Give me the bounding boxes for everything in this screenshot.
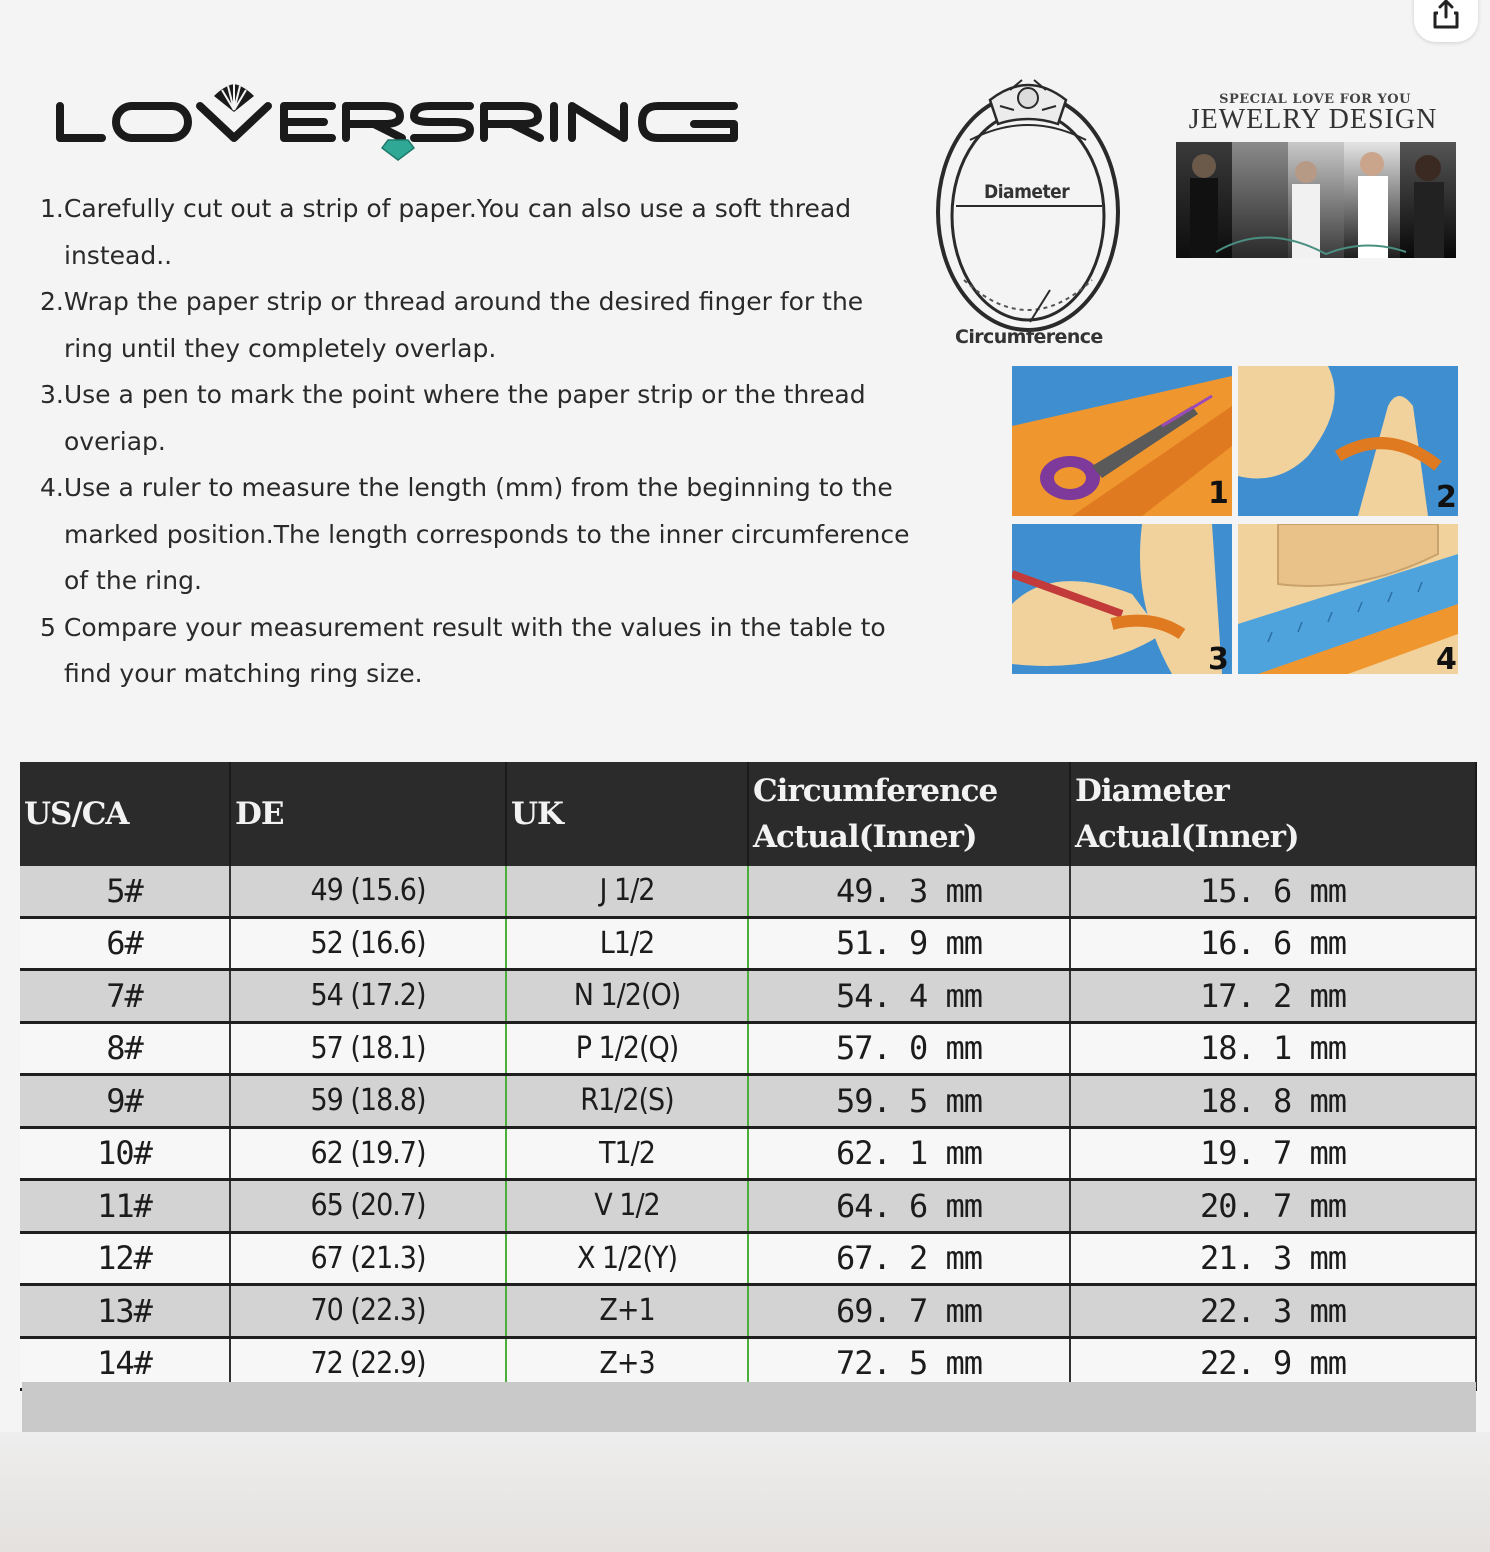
table-row [20,1022,1476,1075]
cell-diameter: 21. 3 mm [1070,1232,1476,1285]
share-button[interactable] [1414,0,1478,42]
step-panel-1: 1 [1012,366,1232,516]
cell-de-size: 65 (20.7) [230,1180,506,1233]
cell-diameter: 22. 3 mm [1070,1285,1476,1338]
table-row [20,970,1476,1023]
table-row [20,866,1476,917]
cell-uk-size: L1/2 [506,917,748,970]
diameter-label: Diameter [984,181,1070,203]
table-row [20,1127,1476,1180]
header-us-ca: US/CA [20,762,230,866]
cell-de-size: 72 (22.9) [230,1337,506,1390]
cell-circumference: 57. 0 mm [748,1022,1070,1075]
brand-tagline-big: JEWELRY DESIGN [1188,104,1438,135]
cell-uk-size: J 1/2 [506,866,748,917]
cell-us-size: 13# [20,1285,230,1338]
cell-us-size: 11# [20,1180,230,1233]
cell-de-size: 70 (22.3) [230,1285,506,1338]
cell-circumference: 69. 7 mm [748,1285,1070,1338]
ring-icon [930,70,1130,360]
cell-de-size: 67 (21.3) [230,1232,506,1285]
cell-de-size: 52 (16.6) [230,917,506,970]
cell-us-size: 10# [20,1127,230,1180]
cell-uk-size: R1/2(S) [506,1075,748,1128]
cell-diameter: 22. 9 mm [1070,1337,1476,1390]
brand-logo [54,78,754,168]
table-header-row [20,762,1476,866]
step-panel-2: 2 [1238,366,1458,516]
cell-circumference: 51. 9 mm [748,917,1070,970]
model-photo-strip [1176,142,1456,258]
photo-silhouettes [1176,142,1456,258]
cell-diameter: 17. 2 mm [1070,970,1476,1023]
cell-us-size: 5# [20,866,230,917]
cell-uk-size: P 1/2(Q) [506,1022,748,1075]
cell-circumference: 62. 1 mm [748,1127,1070,1180]
share-icon [1429,0,1463,31]
circumference-label: Circumference [955,326,1103,348]
cell-uk-size: Z+1 [506,1285,748,1338]
table-row [20,1180,1476,1233]
cell-circumference: 67. 2 mm [748,1232,1070,1285]
cell-de-size: 49 (15.6) [230,866,506,917]
cell-circumference: 72. 5 mm [748,1337,1070,1390]
instruction-step-3: 3.Use a pen to mark the point where the paper strip or the thread overiap. [40,380,866,456]
step-panel-4: 4 [1238,524,1458,674]
loversring-logo [54,78,754,168]
instruction-step-5: 5 Compare your measurement result with the values in the table to find your matching ring size. [40,612,886,688]
cell-us-size: 7# [20,970,230,1023]
cell-diameter: 18. 8 mm [1070,1075,1476,1128]
brand-tagline-small: SPECIAL LOVE FOR YOU [1219,92,1411,107]
cell-us-size: 8# [20,1022,230,1075]
measuring-steps-illustration [1012,366,1460,676]
cell-diameter: 19. 7 mm [1070,1127,1476,1180]
cell-us-size: 14# [20,1337,230,1390]
cell-de-size: 59 (18.8) [230,1075,506,1128]
header-de: DE [230,762,506,866]
cell-uk-size: X 1/2(Y) [506,1232,748,1285]
header-diameter: Diameter Actual(Inner) [1070,762,1476,866]
cell-de-size: 54 (17.2) [230,970,506,1023]
instruction-step-1: 1.Carefully cut out a strip of paper.You can also use a soft thread instead.. [40,194,852,270]
background-photo-strip [0,1432,1490,1552]
instructions-list [40,186,940,698]
cell-us-size: 9# [20,1075,230,1128]
cell-uk-size: Z+3 [506,1337,748,1390]
gem-icon [382,140,414,160]
instruction-step-4: 4.Use a ruler to measure the length (mm) from the beginning to the marked position.The length corresponds to the inner circumference of the ring. [40,473,910,595]
table-row [20,917,1476,970]
cell-de-size: 57 (18.1) [230,1022,506,1075]
cell-uk-size: V 1/2 [506,1180,748,1233]
table-row [20,1075,1476,1128]
cell-diameter: 18. 1 mm [1070,1022,1476,1075]
table-footer-bar [22,1382,1476,1432]
ring-diagram [930,70,1130,360]
table-row [20,1285,1476,1338]
ring-size-table [20,762,1477,1391]
cell-circumference: 54. 4 mm [748,970,1070,1023]
step-panel-3: 3 [1012,524,1232,674]
cell-uk-size: T1/2 [506,1127,748,1180]
table-row [20,1232,1476,1285]
instruction-step-2: 2.Wrap the paper strip or thread around the desired finger for the ring until they completely overlap. [40,287,864,363]
header-circumference: Circumference Actual(Inner) [748,762,1070,866]
cell-diameter: 20. 7 mm [1070,1180,1476,1233]
cell-diameter: 16. 6 mm [1070,917,1476,970]
cell-us-size: 12# [20,1232,230,1285]
header-uk: UK [506,762,748,866]
cell-de-size: 62 (19.7) [230,1127,506,1180]
cell-circumference: 49. 3 mm [748,866,1070,917]
cell-circumference: 59. 5 mm [748,1075,1070,1128]
cell-uk-size: N 1/2(O) [506,970,748,1023]
cell-circumference: 64. 6 mm [748,1180,1070,1233]
cell-us-size: 6# [20,917,230,970]
cell-diameter: 15. 6 mm [1070,866,1476,917]
